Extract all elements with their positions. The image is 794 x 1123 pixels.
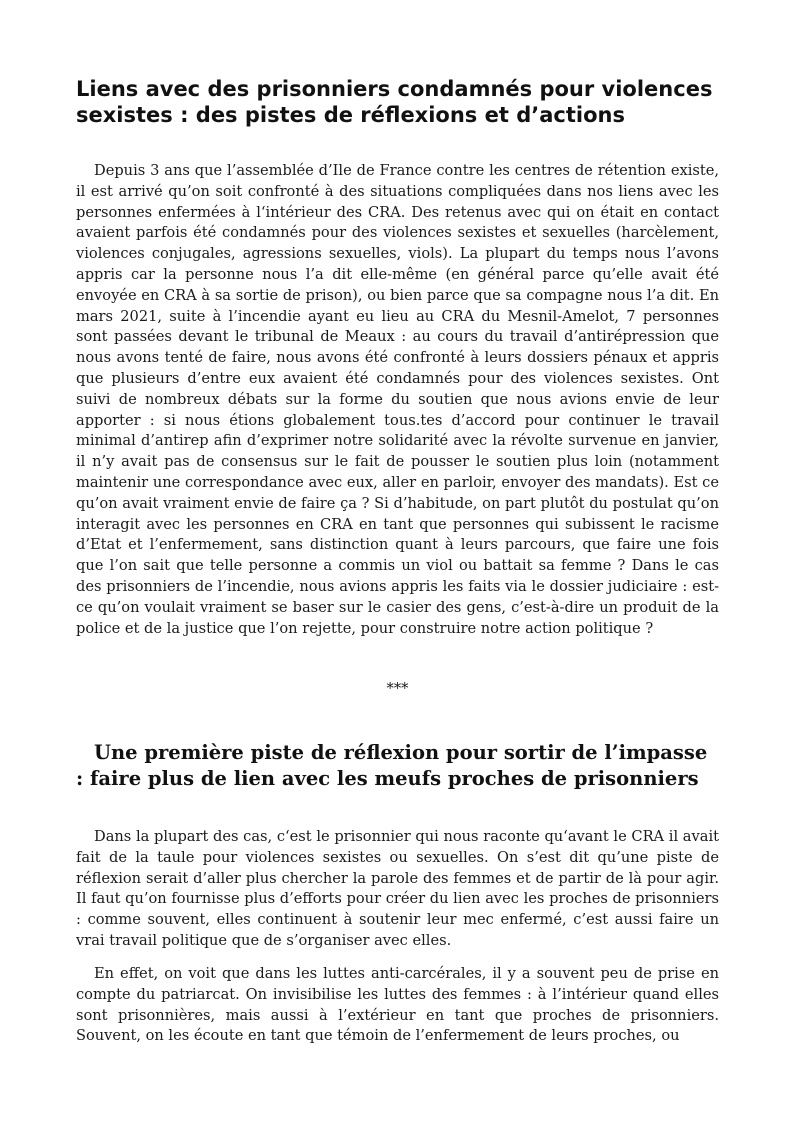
section-1-paragraph: Depuis 3 ans que l’assemblée d’Ile de France contre les centres de rétention existe, il est arrivé qu’on soit confronté à des situations compliquées dans nos liens avec les personnes enfermées à l‘intérieur des CRA. Des retenus avec qui on était en contact avaient parfois été condamnés pour des violences sexistes et sexuelles (harcèlement, violences conjugales, agressions sexuelles, viols). La plupart du temps nous l’avons appris car la personne nous l’a dit elle-même (en général parce qu’elle avait été envoyée en CRA à sa sortie de prison), ou bien parce que sa compagne nous l’a dit. En mars 2021, suite à l’incendie ayant eu lieu au CRA du Mesnil-Amelot, 7 personnes sont passées devant le tribunal de Meaux : au cours du travail d’antirépression que nous avons tenté de faire, nous avons été confronté à leurs dossiers pénaux et appris que plusieurs d’entre eux avaient été condamnés pour des violences sexistes. Ont suivi de nombreux débats sur la forme du soutien que nous avions envie de leur apporter : si nous étions globalement tous.tes d’accord pour continuer le travail minimal d’antirep afin d’exprimer notre solidarité avec la révolte survenue en janvier, il n’y avait pas de consensus sur le fait de pousser le soutien plus loin (notamment maintenir une correspondance avec eux, aller en parloir, envoyer des mandats). Est ce qu’on avait vraiment envie de faire ça ? Si d’habitude, on part plutôt du postulat qu’on interagit avec les personnes en CRA en tant que personnes qui subissent le racisme d’Etat et l’enfermement, sans distinction quant à leurs parcours, que faire une fois que l’on sait que telle personne a commis un viol ou battait sa femme ? Dans le cas des prisonniers de l’incendie, nous avions appris les faits via le dossier judiciaire : est-ce qu’on voulait vraiment se baser sur le casier des gens, c’est-à-dire un produit de la police et de la justice que l’on rejette, pour construire notre action politique ? [76,162,719,637]
section-1-title: Liens avec des prisonniers condamnés pour violences sexistes : des pistes de réflexions et d’actions [76,77,713,127]
section-2-paragraph-2: En effet, on voit que dans les luttes anti-carcérales, il y a souvent peu de prise en compte du patriarcat. On invisibilise les luttes des femmes : à l’intérieur quand elles sont prisonnières, mais aussi à l’extérieur en tant que proches de prisonniers. Souvent, on les écoute en tant que témoin de l’enfermement de leurs proches, ou [76,965,719,1045]
section-separator: *** [386,680,409,697]
section-2-title: Une première piste de réflexion pour sortir de l’impasse : faire plus de lien avec les meufs proches de prisonniers [76,741,708,790]
section-2-paragraph-1: Dans la plupart des cas, c‘est le prisonnier qui nous raconte qu‘avant le CRA il avait fait de la taule pour violences sexistes ou sexuelles. On s’est dit qu’une piste de réflexion serait d’aller plus chercher la parole des femmes et de partir de là pour agir. Il faut qu’on fournisse plus d’efforts pour créer du lien avec les proches de prisonniers : comme souvent, elles continuent à soutenir leur mec enfermé, c’est aussi faire un vrai travail politique que de s’organiser avec elles. [76,828,719,949]
